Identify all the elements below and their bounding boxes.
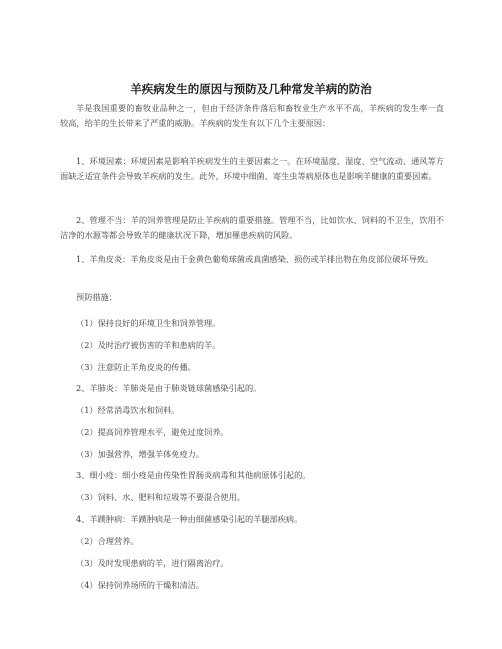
measure-item: （3）饲料、水、肥料和垃圾等不要混合使用。 — [76, 492, 245, 502]
intro-paragraph: 羊是我国重要的畜牧业品种之一，但由于经济条件落后和畜牧业生产水平不高，羊疾病的发生率一直较高，给羊的生长带来了严重的威胁。羊疾病的发生有以下几个主要原因： — [60, 103, 444, 128]
document-title: 羊疾病发生的原因与预防及几种常发羊病的防治 — [130, 82, 372, 96]
disease-paragraph-horn-dermatitis: 1、羊角皮炎：羊角皮炎是由于金黄色葡萄球菌或真菌感染、损伤或羊排出物在角皮部位破坏导致。 — [76, 254, 434, 264]
cause-paragraph-environment: 1、环境因素：环境因素是影响羊疾病发生的主要因素之一。在环境温度、湿度、空气流动、通风等方面缺乏适宜条件会导致羊疾病的发生。此外，环境中细菌、寄生虫等病原体也是影响羊健康的重要因素。 — [60, 156, 444, 181]
measure-item: （1）保持良好的环境卫生和饲养管理。 — [76, 318, 221, 328]
measure-item: （4）保持饲养场所的干燥和清洁。 — [76, 580, 205, 590]
disease-heading-small-plague: 3、细小疫：细小疫是由传染性胃肠炎病毒和其他病原体引起的。 — [76, 470, 311, 480]
disease-heading-foot-swelling: 4、羊蹼肿病：羊蹼肿病是一种由细菌感染引起的羊腿部疾病。 — [76, 514, 303, 524]
measure-item: （3）注意防止羊角皮炎的传播。 — [76, 362, 196, 372]
measure-item: （2）及时治疗被伤害的羊和患病的羊。 — [76, 340, 221, 350]
disease-heading-pneumonia: 2、羊肺炎：羊肺炎是由于肺炎链球菌感染引起的。 — [76, 383, 262, 393]
prevention-label: 预防措施： — [76, 292, 117, 302]
measure-item: （3）及时发现患病的羊，进行隔离治疗。 — [76, 558, 229, 568]
measure-item: （2）提高饲养管理水平，避免过度饲养。 — [76, 427, 229, 437]
measure-item: （1）经常消毒饮水和饲料。 — [76, 405, 180, 415]
measure-item: （2）合理营养。 — [76, 536, 139, 546]
cause-paragraph-management: 2、管理不当：羊的饲养管理是防止羊疾病的重要措施。管理不当，比如饮水、饲料的不卫生，饮用不洁净的水源等都会导致羊的健康状况下降，增加罹患疾病的风险。 — [60, 215, 444, 240]
measure-item: （3）加强营养，增强羊体免疫力。 — [76, 449, 205, 459]
